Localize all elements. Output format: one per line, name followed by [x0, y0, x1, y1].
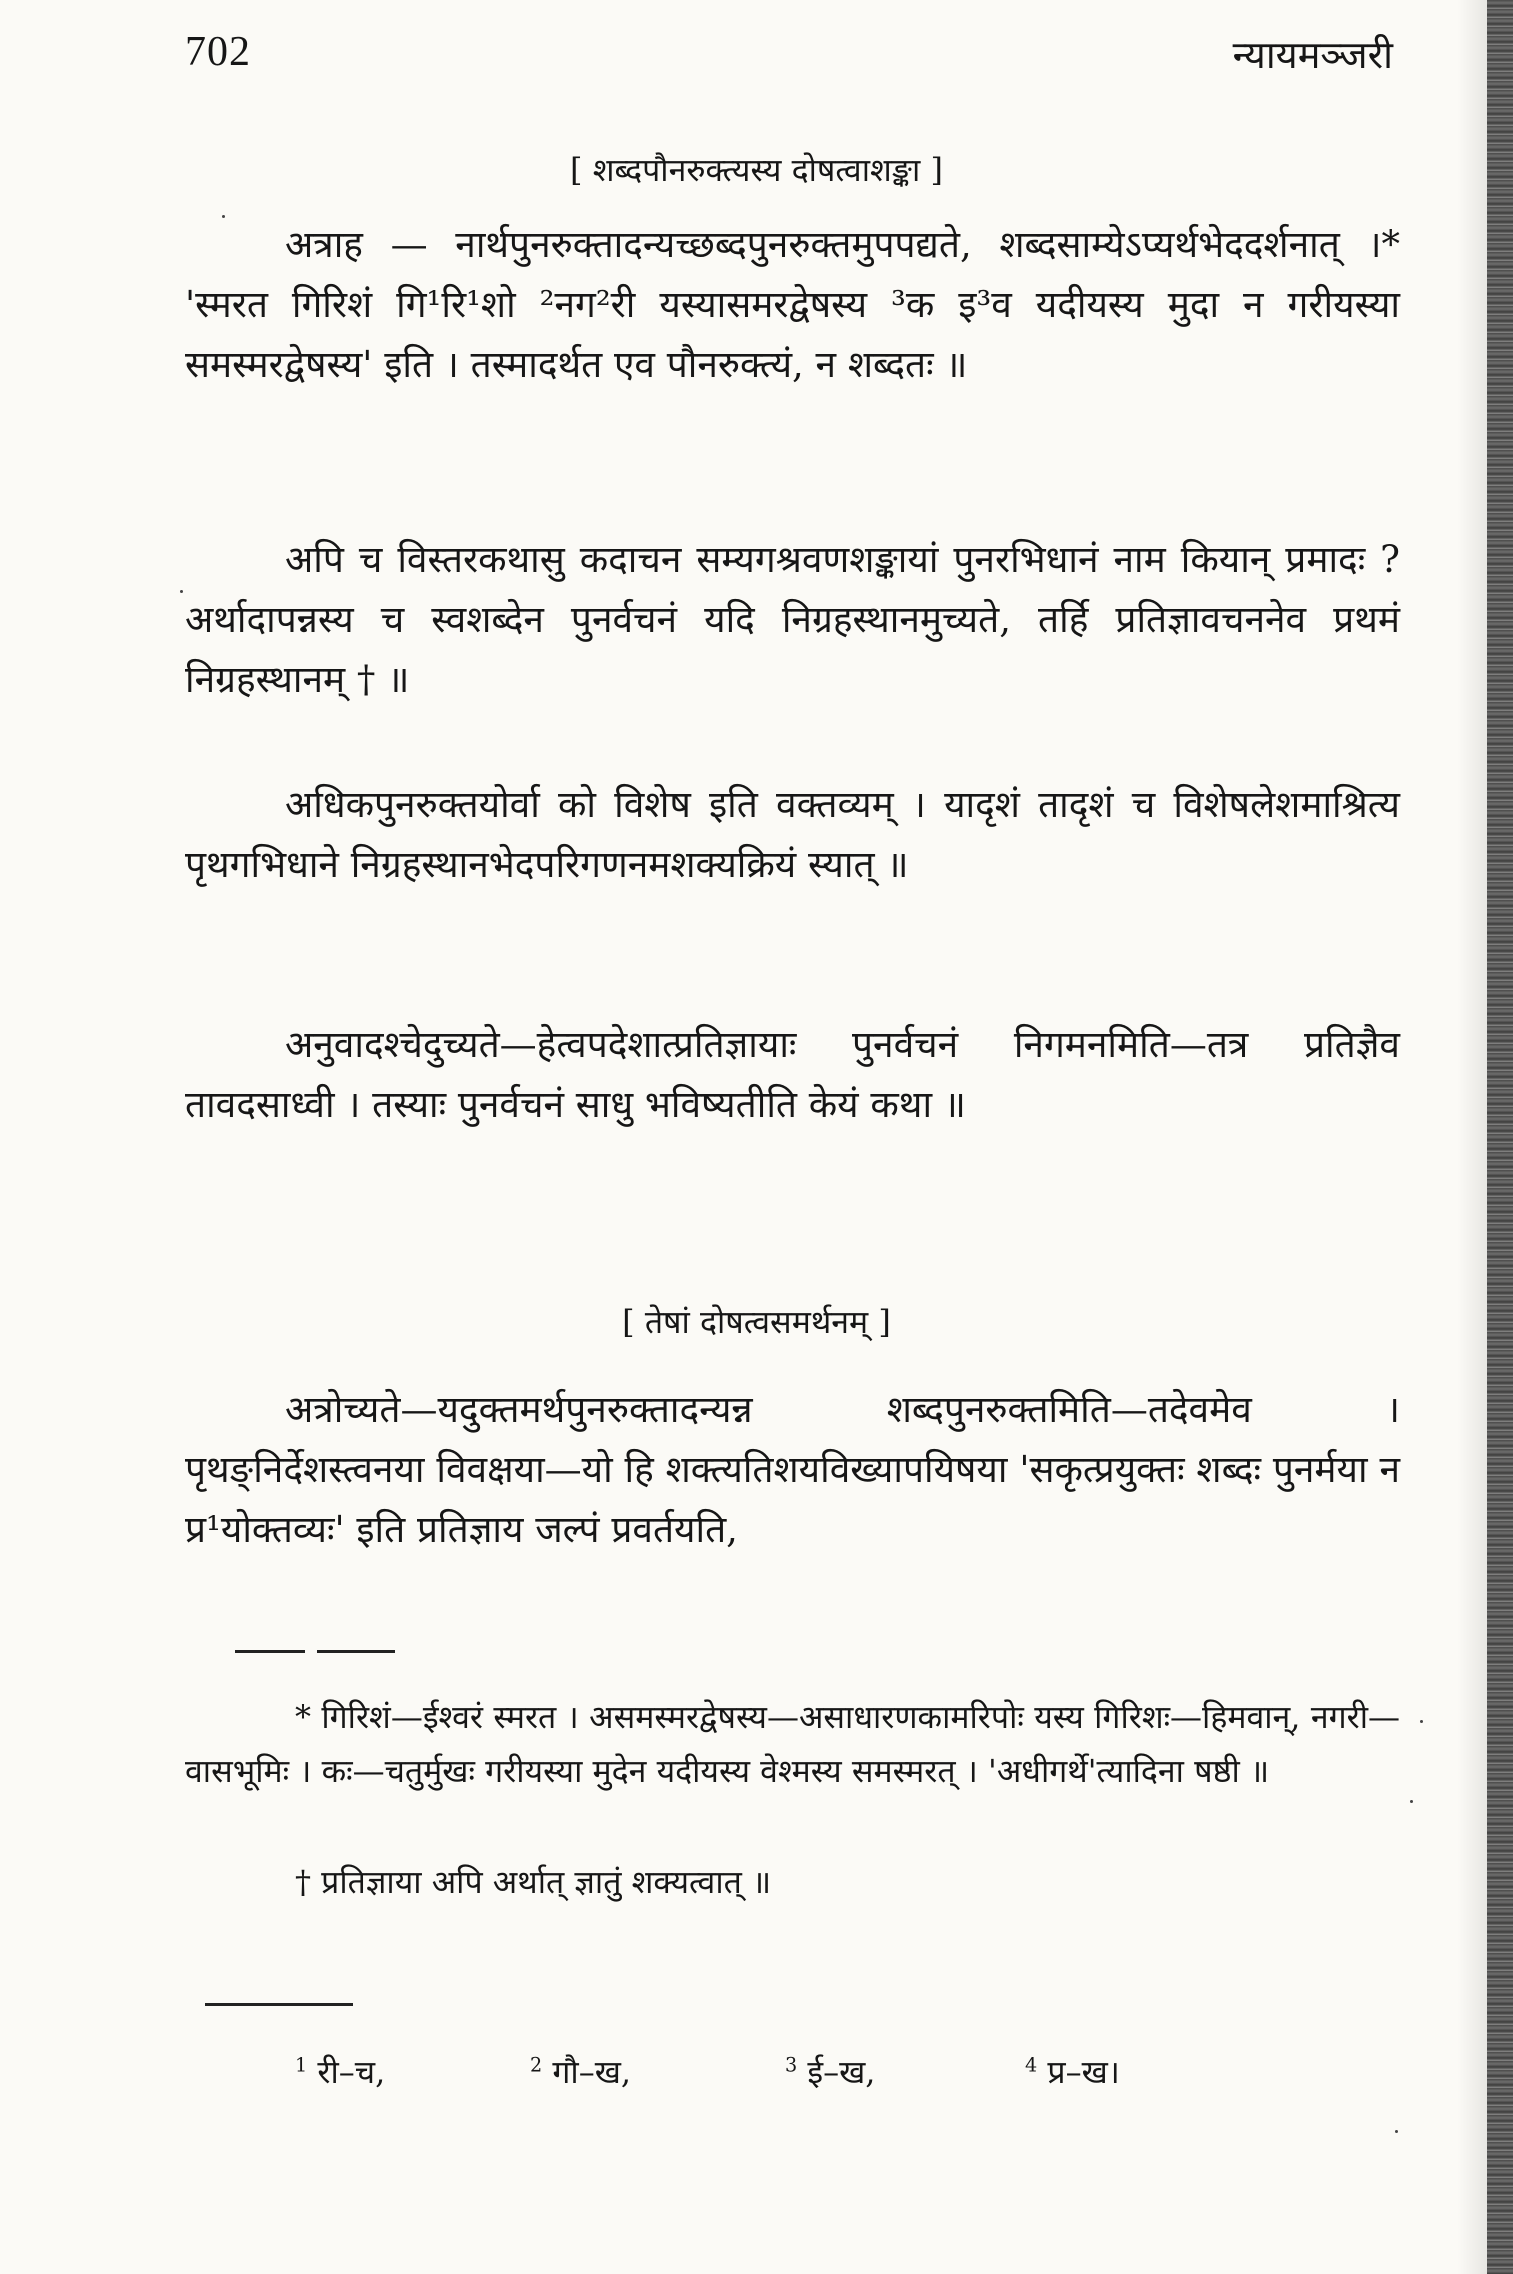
scan-speck	[1420, 1720, 1423, 1723]
paragraph: अपि च विस्तरकथासु कदाचन सम्यगश्रवणशङ्कायां पुनरभिधानं नाम कियान् प्रमादः ? अर्थादापन्नस्य च स्वशब्देन पुनर्वचनं यदि निग्रहस्थानमुच्यते, तर्हि प्रतिज्ञावचननेव प्रथमं निग्रहस्थानम् † ॥	[185, 538, 1400, 701]
paragraph: अनुवादश्चेदुच्यते—हेत्वपदेशात्प्रतिज्ञायाः पुनर्वचनं निगमनमिति—तत्र प्रतिज्ञैव तावदसाध्वी । तस्याः पुनर्वचनं साधु भविष्यतीति केयं कथा ॥	[185, 1023, 1400, 1126]
footnote: † प्रतिज्ञाया अपि अर्थात् ज्ञातुं शक्यत्वात् ॥	[295, 1863, 772, 1901]
variant-reading: $^2$ गौ–ख,	[530, 2053, 632, 2091]
paragraph: अत्रोच्यते—यदुक्तमर्थपुनरुक्तादन्यन्न शब्दपुनरुक्तमिति—तदेवमेव । पृथङ्निर्देशस्त्वनया विवक्षया—यो हि शक्त्यतिशयविख्यापयिषया 'सकृत्प्रयुक्तः शब्दः पुनर्मया न प्र¹योक्तव्यः' इति प्रतिज्ञाय जल्पं प्रवर्तयति,	[185, 1388, 1400, 1551]
running-head: न्यायमञ्जरी	[1232, 33, 1393, 77]
variant-reading: $^1$ री–च,	[295, 2053, 386, 2091]
page-binding-edge	[1487, 0, 1513, 2274]
section-heading-2: [ तेषां दोषत्वसमर्थनम् ]	[622, 1303, 891, 1341]
variant-reading: $^3$ ई–ख,	[785, 2053, 876, 2091]
footnote-separator	[235, 1650, 395, 1653]
section-heading-1: [ शब्दपौनरुक्त्यस्य दोषत्वाशङ्का ]	[570, 151, 943, 189]
footnote: * गिरिशं—ईश्वरं स्मरत । असमस्मरद्वेषस्य—असाधारणकामरिपोः यस्य गिरिशः—हिमवान्, नगरी—वासभूमिः । कः—चतुर्मुखः गरीयस्या मुदेन यदीयस्य वेश्मस्य समस्मरत् । 'अधीगर्थे'त्यादिना षष्ठी ॥	[185, 1698, 1400, 1790]
variant-reading: $^4$ प्र–ख।	[1025, 2053, 1120, 2091]
variants-separator	[205, 2003, 353, 2006]
paragraph: अत्राह — नार्थपुनरुक्तादन्यच्छब्दपुनरुक्तमुपपद्यते, शब्दसाम्येऽप्यर्थभेददर्शनात् ।* 'स्मरत गिरिशं गि¹रि¹शो ²नग²री यस्यासमरद्वेषस्य ³क इ³व यदीयस्य मुदा न गरीयस्या समस्मरद्वेषस्य' इति । तस्मादर्थत एव पौनरुक्त्यं, न शब्दतः ॥	[185, 223, 1400, 386]
page-edge-shadow	[1457, 0, 1487, 2274]
paragraph: अधिकपुनरुक्तयोर्वा को विशेष इति वक्तव्यम् । यादृशं तादृशं च विशेषलेशमाश्रित्य पृथगभिधाने निग्रहस्थानभेदपरिगणनमशक्यक्रियं स्यात् ॥	[185, 783, 1400, 886]
page-header	[185, 28, 1393, 88]
page-number: 702	[185, 29, 251, 75]
scan-speck	[1395, 2130, 1398, 2133]
scan-speck	[180, 590, 183, 593]
scan-speck	[222, 215, 225, 218]
scan-speck	[1410, 1800, 1413, 1803]
variant-readings	[295, 2050, 1295, 2100]
